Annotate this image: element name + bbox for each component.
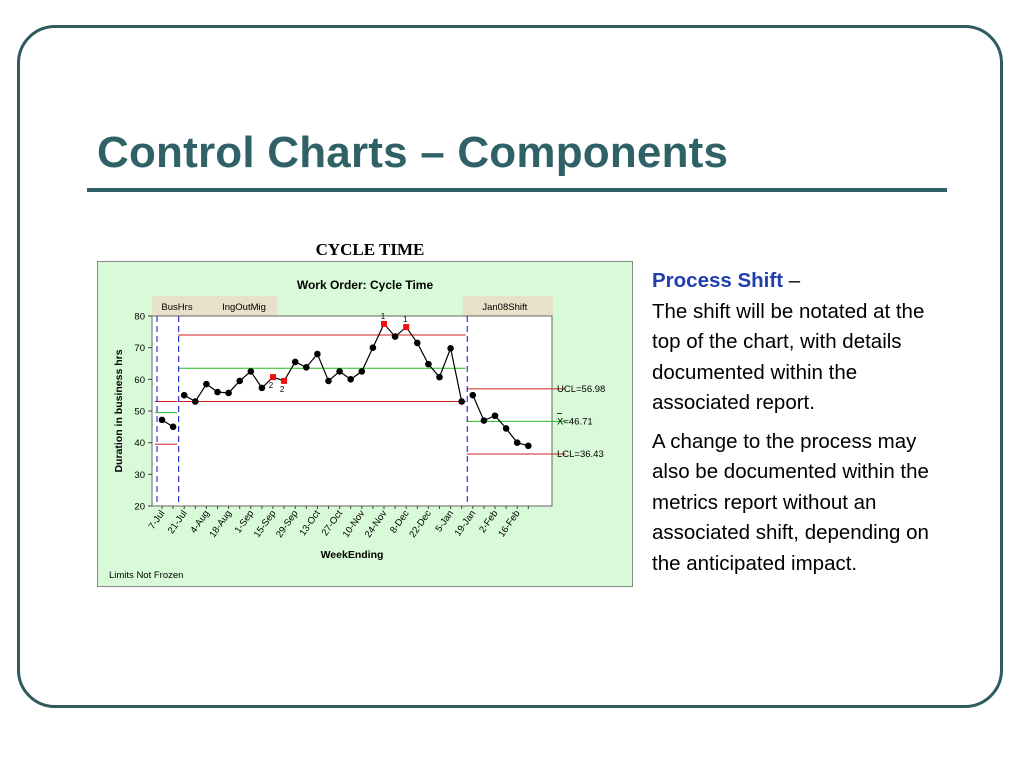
data-point [192,398,199,405]
flag-label: 1 [380,311,386,321]
data-point [481,417,488,424]
data-point [159,417,166,424]
data-point [303,364,310,371]
process-shift-paragraph [652,266,957,419]
x-tick-label: 24-Nov [362,508,390,540]
y-tick-label: 40 [134,438,145,450]
x-tick-label: 7-Jul [146,508,168,532]
data-point [470,392,477,399]
x-tick-label: 22-Dec [407,508,434,540]
slide-title: Control Charts – Components [97,128,729,177]
flagged-point [403,324,409,330]
data-point [314,351,321,358]
data-point [248,368,255,375]
y-tick-label: 50 [134,406,145,418]
phase-label: Jan08Shift [482,302,528,313]
data-point [458,398,465,405]
data-point [225,390,232,397]
flagged-point [381,321,387,327]
data-point [447,345,454,352]
phase-label: IngOutMig [222,302,266,313]
data-point [203,381,210,388]
chart-footnote: Limits Not Frozen [109,570,184,581]
data-point [359,368,366,375]
x-tick-label: 15-Sep [251,508,279,540]
y-tick-label: 80 [134,311,145,323]
x-tick-label: 4-Aug [188,508,212,536]
data-point [425,361,432,368]
x-tick-label: 21-Jul [165,508,190,536]
lcl-label: LCL=36.43 [557,448,604,460]
flagged-point [281,378,287,384]
data-point [292,359,299,366]
y-tick-label: 20 [134,501,145,513]
x-tick-label: 16-Feb [496,508,523,540]
ucl-label: UCL=56.98 [557,383,606,395]
x-tick-label: 27-Oct [319,508,346,539]
data-point [503,425,510,432]
flag-label: 2 [279,384,285,394]
y-axis-label: Duration in business hrs [113,349,125,473]
center-label: X=46.71 [557,416,593,428]
data-point [336,368,343,375]
x-tick-label: 8-Dec [388,508,412,536]
flagged-point [270,374,276,380]
explanation-text [652,266,957,579]
x-axis-label: WeekEnding [320,549,384,561]
x-tick-label: 18-Aug [207,508,235,540]
y-tick-label: 30 [134,469,145,481]
data-point [259,385,266,392]
data-point [325,378,332,385]
x-tick-label: 2-Feb [477,508,501,536]
process-shift-dash: – [783,269,801,292]
control-chart [97,261,633,587]
data-point [392,333,399,340]
data-point [514,439,521,446]
flag-label: 1 [402,315,408,325]
data-point [492,412,499,419]
x-tick-label: 19-Jan [452,508,479,539]
data-point [525,443,532,450]
x-tick-label: 1-Sep [232,508,257,536]
x-tick-label: 10-Nov [340,508,368,540]
x-tick-label: 29-Sep [274,508,301,540]
title-underline [87,188,947,192]
data-point [370,344,377,351]
x-tick-label: 5-Jan [433,508,457,535]
flag-label: 2 [268,381,274,391]
process-shift-description: The shift will be notated at the top of the chart, with details documented within the associated report. [652,299,925,414]
y-tick-label: 60 [134,374,145,386]
y-tick-label: 70 [134,343,145,355]
x-tick-label: 13-Oct [297,508,323,539]
data-point [170,424,177,431]
chart-title: Work Order: Cycle Time [296,278,434,292]
plot-area [152,316,552,506]
data-point [214,389,221,396]
data-point [414,340,421,347]
process-change-paragraph: A change to the process may also be documented within the metrics report without an associated shift, depending on the anticipated impact. [652,429,929,575]
data-point [236,378,243,385]
data-point [347,376,354,383]
chart-heading: CYCLE TIME [315,240,425,259]
phase-label: BusHrs [161,302,193,313]
data-point [436,374,443,381]
process-shift-heading: Process Shift [652,269,784,292]
control-chart-svg [97,261,633,587]
data-point [181,392,188,399]
